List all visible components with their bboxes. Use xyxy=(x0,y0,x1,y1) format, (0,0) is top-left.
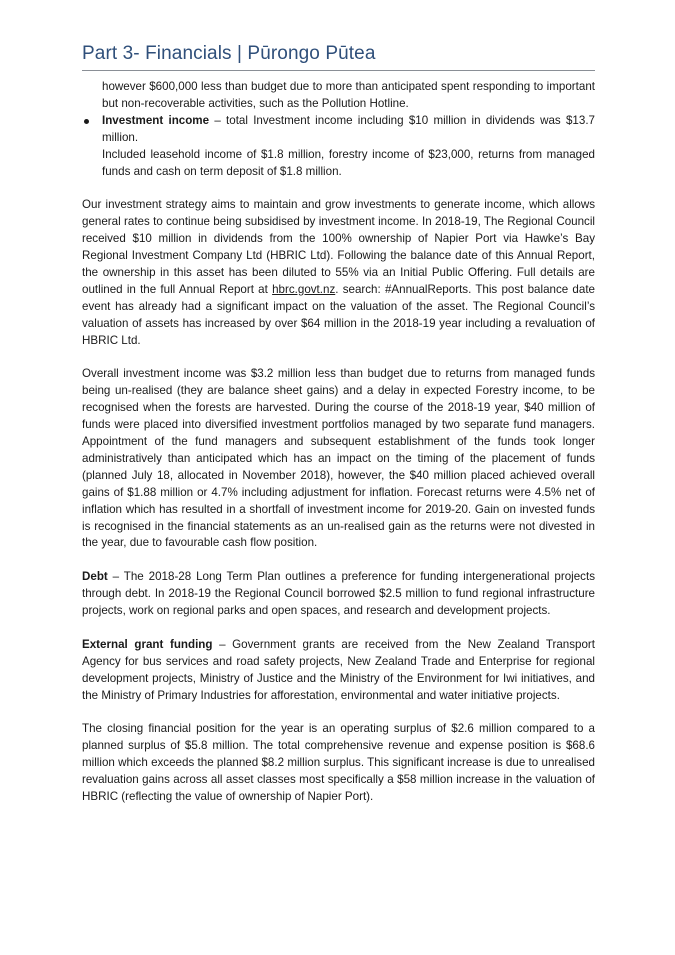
grant-funding-paragraph xyxy=(82,637,595,705)
document-body xyxy=(82,79,595,806)
grant-funding-text: – Government grants are received from the New Zealand Transport Agency for bus services and road safety projects, New Zealand Trade and Enterprise for regional development projects, Ministry of Justice and the Ministry of the Environment for Iwi initiatives, and the Ministry of Primary Industries for afforestation, environmental and water initiative projects. xyxy=(82,637,596,702)
bullet-icon xyxy=(84,119,89,124)
strategy-paragraph xyxy=(82,197,595,349)
closing-position-paragraph: The closing financial position for the year is an operating surplus of $2.6 million compared to a planned surplus of $5.8 million. The total comprehensive revenue and expense position is $68.6 million which exceeds the planned $8.2 million surplus. This significant increase is due to unrealised revaluation gains across all asset classes most specifically a $58 million increase in the valuation of HBRIC (reflecting the value of ownership of Napier Port). xyxy=(82,722,595,803)
investment-income-label: Investment income xyxy=(102,113,210,127)
investment-income-paragraph xyxy=(102,113,595,147)
page-header-title: Part 3- Financials | Pūrongo Pūtea xyxy=(82,43,376,64)
debt-text: – The 2018-28 Long Term Plan outlines a preference for funding intergenerational projects through debt. In 2018-19 the Regional Council borrowed $2.5 million to fund regional infrastructure projects, work on regional parks and open spaces, and research and development projects. xyxy=(82,570,595,618)
debt-label: Debt xyxy=(82,570,108,584)
strategy-text-after-link: . search: #AnnualReports. This post balance date event has already had a significant impact on the valuation of the asset. The Regional Council’s valuation of assets has increased by over $64 million in the 2018-19 year including a revaluation of HBRIC Ltd. xyxy=(82,282,595,347)
intro-continuation: however $600,000 less than budget due to more than anticipated spent responding to important but non-recoverable activities, such as the Pollution Hotline. xyxy=(102,80,595,110)
overall-investment-paragraph: Overall investment income was $3.2 million less than budget due to returns from managed funds being un-realised (they are balance sheet gains) and a delay in expected Forestry income, to be recognised when the forests are harvested. During the course of the 2018-19 year, $40 million of funds were placed into diversified investment portfolios managed by two separate fund managers. Appointment of the fund managers and subsequent establishment of the funds took longer administratively than anticipated which has an impact on the timing of the placement of funds (planned July 18, allocated in November 2018), however, the $40 million placed achieved overall gains of $1.88 million or 4.7% including adjustment for inflation. Forecast returns were 4.5% net of inflation which has resulted in a shortfall of investment income for 2019-20. Gain on invested funds is recognised in the financial statements as an un-realised gain as the returns were not divested in the year, due to favourable cash flow position. xyxy=(82,367,595,550)
investment-income-bullet xyxy=(82,113,595,181)
investment-income-detail: Included leasehold income of $1.8 million, forestry income of $23,000, returns from managed funds and cash on term deposit of $1.8 million. xyxy=(102,147,595,178)
investment-income-text: – total Investment income including $10 million in dividends was $13.7 million. xyxy=(102,113,595,144)
hbrc-website-link[interactable]: hbrc.govt.nz xyxy=(272,282,336,296)
header-divider xyxy=(82,70,595,71)
debt-paragraph xyxy=(82,569,595,620)
grant-funding-label: External grant funding xyxy=(82,637,213,651)
strategy-text-before-link: Our investment strategy aims to maintain and grow investments to generate income, which allows general rates to continue being subsidised by investment income. In 2018-19, The Regional Council received $10 million in dividends from the 100% ownership of Napier Port via Hawke’s Bay Regional Investment Company Ltd (HBRIC Ltd). Following the balance date of this Annual Report, the ownership in this asset has been diluted to 55% via an Initial Public Offering. Full details are outlined in the full Annual Report at xyxy=(82,198,595,296)
